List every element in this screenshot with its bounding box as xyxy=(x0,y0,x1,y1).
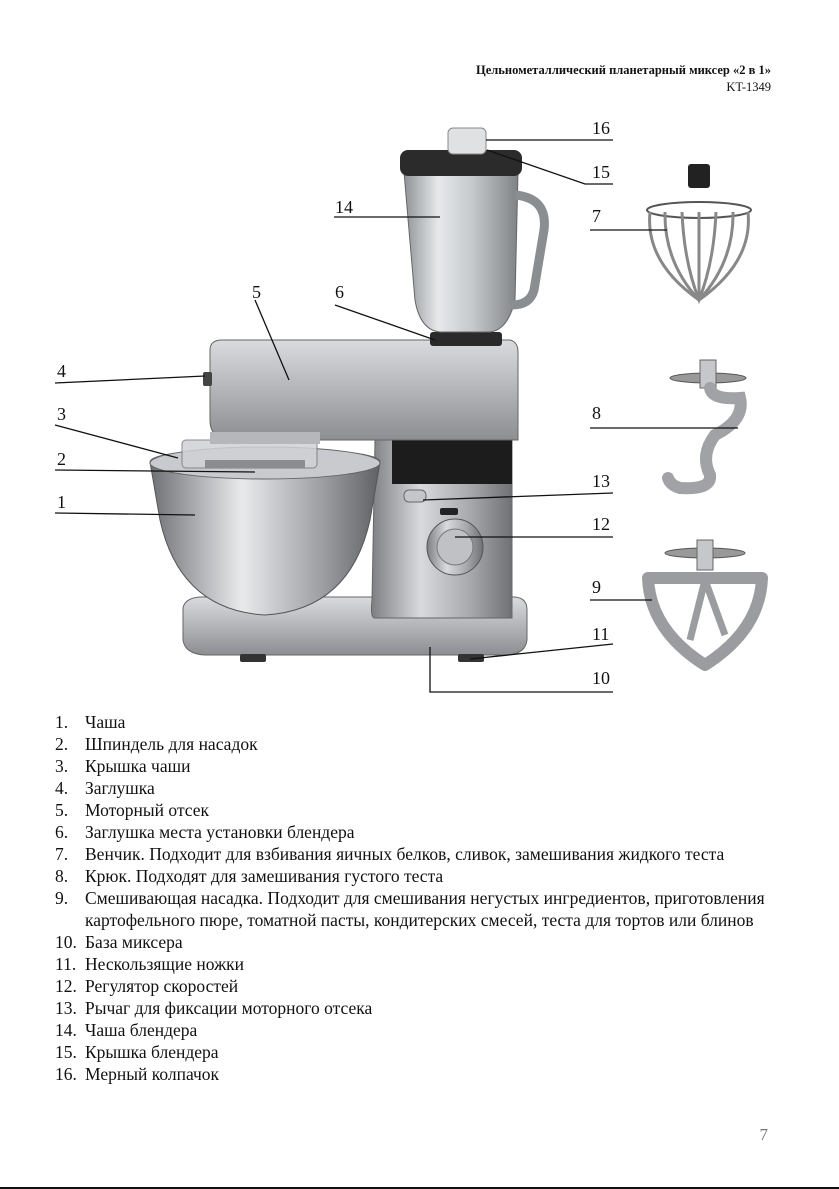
list-item xyxy=(55,953,795,975)
list-item xyxy=(55,821,795,843)
list-item-number: 12. xyxy=(55,976,77,996)
open-label xyxy=(440,508,458,515)
flat-beater-attachment xyxy=(648,540,762,665)
page-number: 7 xyxy=(759,1125,768,1144)
callout-9: 9 xyxy=(592,577,601,597)
list-item-text: Крюк. Подходят для замешивания густого теста xyxy=(85,866,444,886)
list-item-text: Моторный отсек xyxy=(85,800,210,820)
callout-11: 11 xyxy=(592,624,610,644)
list-item-number: 15. xyxy=(55,1042,77,1062)
callout-13: 13 xyxy=(592,471,610,491)
list-item-number: 8. xyxy=(55,866,69,886)
list-item-text: Венчик. Подходит для взбивания яичных белков, сливок, замешивания жидкого теста xyxy=(85,844,725,864)
list-item xyxy=(55,777,795,799)
callout-4: 4 xyxy=(57,361,66,381)
shield-shape xyxy=(210,432,320,444)
list-item-number: 6. xyxy=(55,822,69,842)
callout-15: 15 xyxy=(592,162,610,182)
list-item-text: Заглушка xyxy=(85,778,155,798)
list-item xyxy=(55,975,795,997)
plug-cap xyxy=(203,372,212,386)
foot-left xyxy=(240,654,266,662)
list-item xyxy=(55,1063,795,1085)
callout-7: 7 xyxy=(592,206,601,226)
callout-2: 2 xyxy=(57,449,66,469)
list-item-text: Чаша блендера xyxy=(85,1020,198,1040)
list-item xyxy=(55,997,795,1019)
blender-mount xyxy=(430,332,502,346)
callout-12: 12 xyxy=(592,514,610,534)
leader-3 xyxy=(55,425,178,458)
list-item-number: 16. xyxy=(55,1064,77,1084)
callout-10: 10 xyxy=(592,668,610,688)
callout-14: 14 xyxy=(335,197,353,217)
list-item-number: 11. xyxy=(55,954,77,974)
list-item xyxy=(55,733,795,755)
list-item xyxy=(55,755,795,777)
list-item xyxy=(55,711,795,733)
list-item-number: 10. xyxy=(55,932,77,952)
dough-hook-attachment xyxy=(668,360,746,488)
list-item-number: 3. xyxy=(55,756,69,776)
list-item-text: Нескользящие ножки xyxy=(85,954,245,974)
list-item-text: Регулятор скоростей xyxy=(85,976,239,996)
callout-3: 3 xyxy=(57,404,66,424)
list-item-number: 1. xyxy=(55,712,69,732)
list-item-text: Мерный колпачок xyxy=(85,1064,220,1084)
callout-16: 16 xyxy=(592,118,610,138)
list-item-number: 7. xyxy=(55,844,69,864)
list-item-number: 5. xyxy=(55,800,69,820)
release-lever xyxy=(404,490,426,502)
list-item-text: Крышка блендера xyxy=(85,1042,219,1062)
list-item xyxy=(55,1019,795,1041)
list-item xyxy=(55,799,795,821)
measuring-cap-shape xyxy=(448,128,486,154)
list-item-number: 9. xyxy=(55,888,69,908)
list-item-text: Крышка чаши xyxy=(85,756,191,776)
speed-window xyxy=(392,440,512,484)
list-item-text: Смешивающая насадка. Подходит для смешивания негустых ингредиентов, приготовления картофельного пюре, томатной пасты, кондитерских смесей, теста для тортов или блинов xyxy=(85,888,765,930)
list-item-text: Рычаг для фиксации моторного отсека xyxy=(85,998,373,1018)
spindle-shape xyxy=(205,460,305,468)
list-item xyxy=(55,843,795,865)
callout-5: 5 xyxy=(252,282,261,302)
motor-head-shape xyxy=(210,340,518,440)
list-item xyxy=(55,931,795,953)
list-item-number: 2. xyxy=(55,734,69,754)
blender-jar-shape xyxy=(404,172,518,332)
leader-4 xyxy=(55,376,205,383)
callout-1: 1 xyxy=(57,492,66,512)
list-item xyxy=(55,865,795,887)
whisk-attachment xyxy=(647,164,751,300)
list-item-number: 4. xyxy=(55,778,69,798)
callout-8: 8 xyxy=(592,403,601,423)
list-item-text: Заглушка места установки блендера xyxy=(85,822,355,842)
list-item-text: Чаша xyxy=(85,712,126,732)
parts-list xyxy=(55,711,795,1085)
header-title: Цельнометаллический планетарный миксер «2 в 1» xyxy=(475,63,771,77)
list-item-text: База миксера xyxy=(85,932,183,952)
list-item-number: 14. xyxy=(55,1020,77,1040)
speed-knob-center xyxy=(437,529,473,565)
header-model: KT-1349 xyxy=(726,80,771,94)
list-item xyxy=(55,1041,795,1063)
callout-6: 6 xyxy=(335,282,344,302)
list-item xyxy=(55,887,795,931)
list-item-text: Шпиндель для насадок xyxy=(85,734,258,754)
list-item-number: 13. xyxy=(55,998,77,1018)
